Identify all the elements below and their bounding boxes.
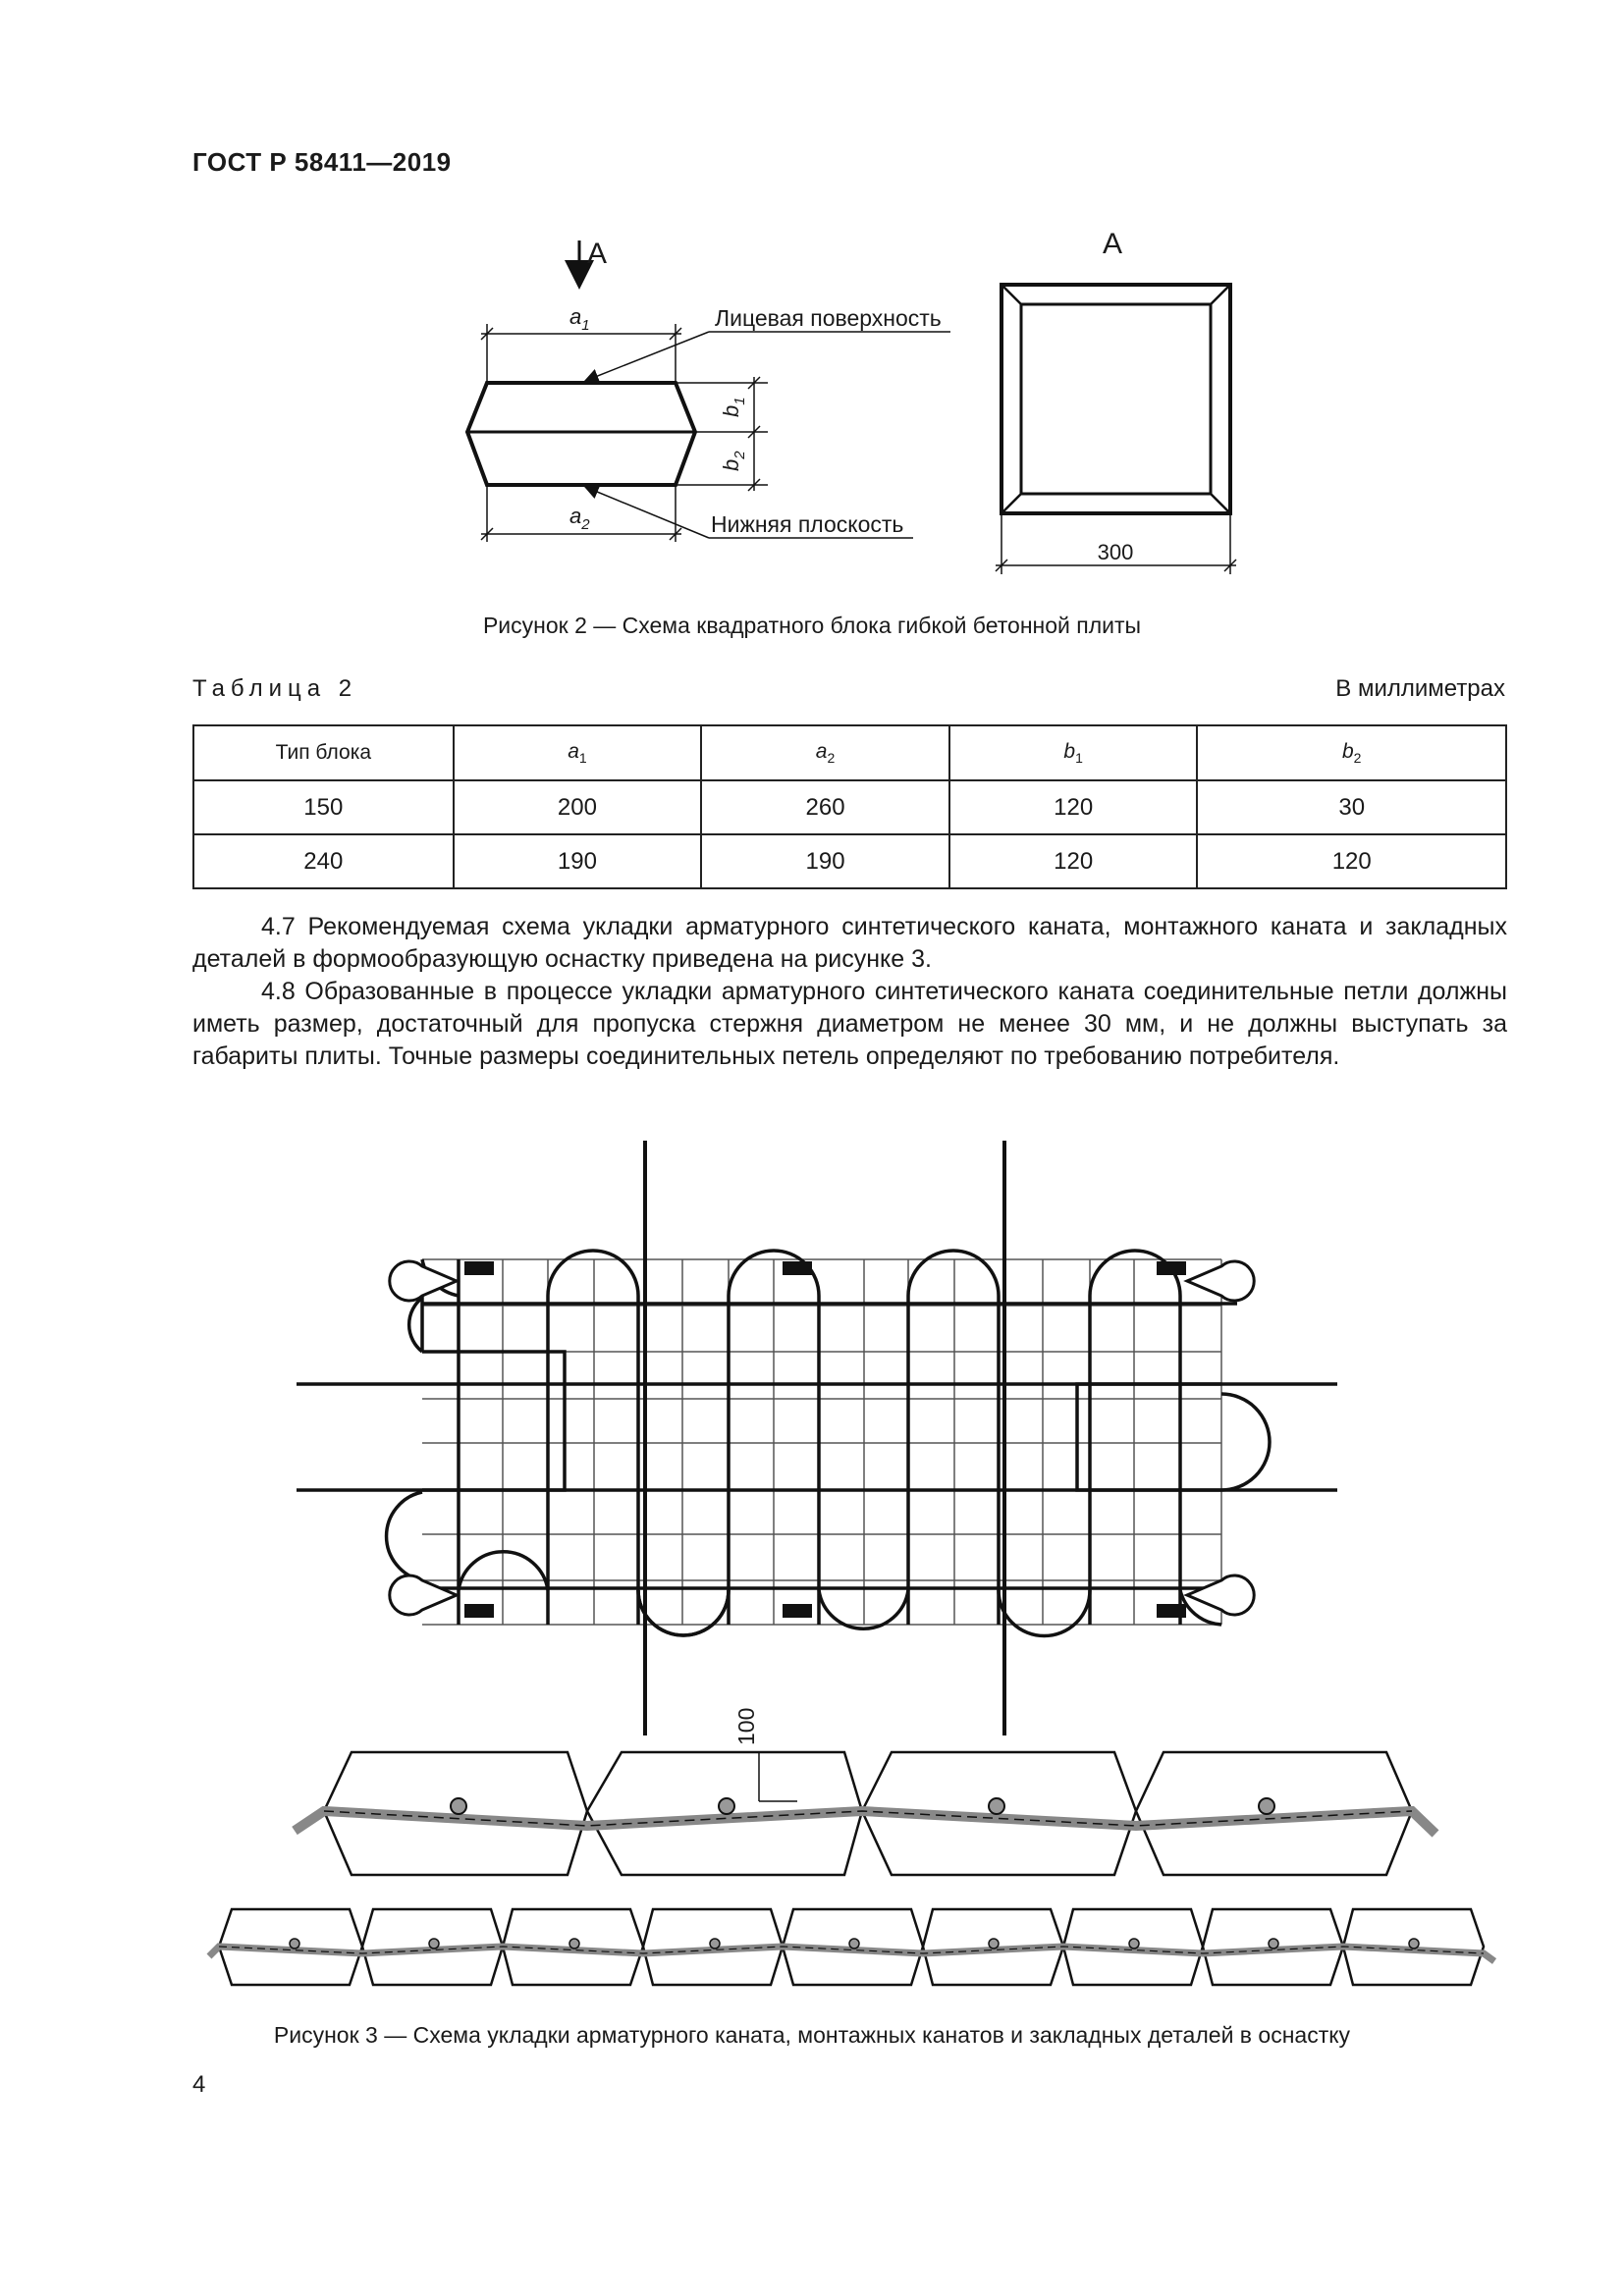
table-cell: 190 — [701, 834, 949, 888]
header-b1: b — [1063, 739, 1076, 763]
table-cell: 120 — [1197, 834, 1506, 888]
table-cell: 120 — [949, 780, 1198, 834]
a2-label: a — [569, 504, 582, 528]
table-header-cell — [454, 725, 702, 780]
standard-header: ГОСТ Р 58411—2019 — [192, 147, 452, 177]
header-block-type: Тип блока — [275, 741, 372, 764]
svg-text:b2 — [719, 451, 748, 471]
svg-text:a1 — [569, 304, 590, 334]
paragraph-4-8: 4.8 Образованные в процессе укладки арматурного синтетического каната соединительные петли должны иметь размер, достаточный для пропуска стержня диаметром не менее 30 мм, и не должны выступать за габариты плиты. Точные размеры соединительных петель определяют по требованию потребителя. — [192, 978, 1507, 1070]
a1-sub: 1 — [581, 317, 590, 334]
reinforcement-grid — [422, 1259, 1221, 1625]
a2-sub: 2 — [581, 516, 590, 533]
table-units: В миллиметрах — [1335, 675, 1505, 702]
table-cell: 200 — [454, 780, 702, 834]
table-header-row — [193, 725, 1506, 780]
header-a2: a — [815, 739, 828, 763]
table-cell: 260 — [701, 780, 949, 834]
figure-2-caption: Рисунок 2 — Схема квадратного блока гибкой бетонной плиты — [482, 613, 1142, 638]
view-arrow — [579, 238, 607, 287]
dimension-b — [676, 377, 768, 491]
figure-3-caption: Рисунок 3 — Схема укладки арматурного каната, монтажных канатов и закладных деталей в оснастку — [273, 2022, 1351, 2048]
table-header-cell — [193, 725, 454, 780]
block-cross-section — [467, 383, 695, 485]
header-b2: b — [1341, 739, 1354, 763]
table-row — [193, 780, 1506, 834]
table-label: Таблица 2 — [192, 675, 358, 702]
b2-sub: 2 — [731, 451, 748, 459]
dimension-300-label: 300 — [1097, 540, 1134, 564]
view-marker-label: А — [587, 238, 608, 270]
page-number: 4 — [192, 2071, 206, 2098]
svg-text:a2 — [569, 504, 590, 533]
table-cell: 30 — [1197, 780, 1506, 834]
a1-label: a — [569, 304, 582, 329]
dimension-300 — [996, 513, 1236, 574]
header-a2-sub: 2 — [827, 750, 836, 767]
square-block-top-view — [1001, 285, 1230, 513]
b1-sub: 1 — [731, 397, 748, 405]
table-header-cell — [949, 725, 1198, 780]
table-header-cell — [1197, 725, 1506, 780]
table-header-cell — [701, 725, 949, 780]
table-cell: 150 — [193, 780, 454, 834]
figure-2-diagram — [0, 0, 1624, 609]
figure-3-diagram — [0, 1129, 1624, 2012]
face-surface-leader — [585, 305, 950, 381]
corner-loops — [390, 1261, 1254, 1615]
b1-label: b — [719, 404, 743, 417]
view-a-title: А — [1103, 228, 1123, 260]
body-text — [192, 911, 1507, 1073]
svg-text:b1 — [719, 397, 748, 417]
dimension-100 — [733, 1708, 797, 1801]
small-blocks-rope — [209, 1939, 1494, 1961]
bottom-plane-label: Нижняя плоскость — [711, 511, 904, 537]
bottom-plane-leader — [585, 487, 913, 538]
header-b2-sub: 2 — [1353, 750, 1362, 767]
block-dimensions-table — [192, 724, 1507, 889]
dimension-100-label: 100 — [733, 1707, 759, 1745]
header-a1-sub: 1 — [578, 750, 587, 767]
face-surface-label: Лицевая поверхность — [715, 305, 942, 331]
b2-label: b — [719, 458, 743, 471]
paragraph-4-7: 4.7 Рекомендуемая схема укладки арматурного синтетического каната, монтажного каната и закладных деталей в формообразующую оснастку приведена на рисунке 3. — [192, 913, 1507, 973]
header-a1: a — [568, 739, 579, 763]
table-row — [193, 834, 1506, 888]
table-cell: 240 — [193, 834, 454, 888]
header-b1-sub: 1 — [1075, 750, 1083, 767]
dimension-a2 — [481, 485, 681, 542]
vertical-rods — [645, 1141, 1004, 1735]
table-cell: 120 — [949, 834, 1198, 888]
dimension-a1 — [481, 304, 681, 383]
table-cell: 190 — [454, 834, 702, 888]
